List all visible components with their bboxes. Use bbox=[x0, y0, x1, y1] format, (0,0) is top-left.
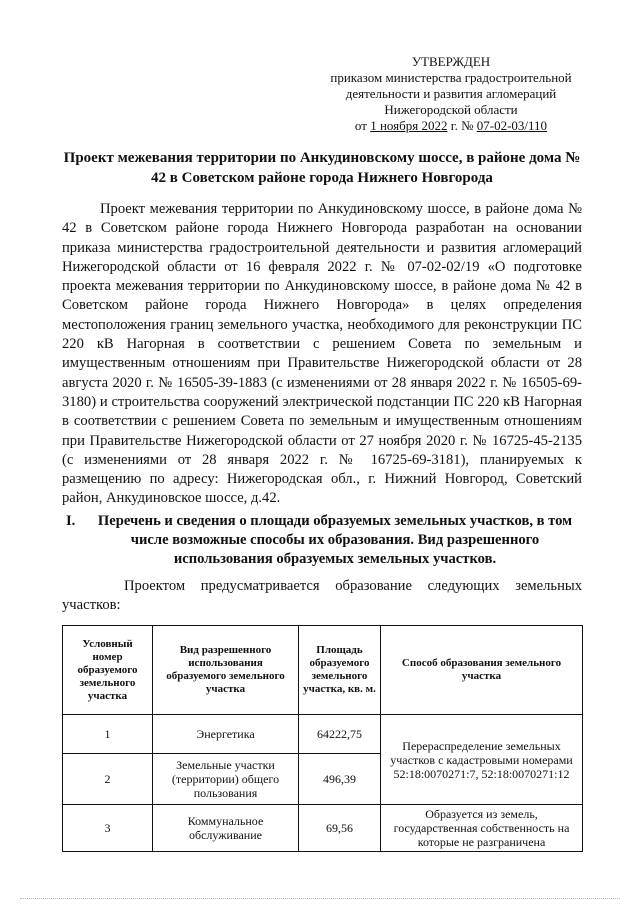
section-number: I. bbox=[66, 513, 76, 529]
cell-use: Энергетика bbox=[153, 715, 299, 754]
cell-number: 2 bbox=[63, 754, 153, 805]
parcels-table bbox=[62, 625, 583, 852]
approval-heading: УТВЕРЖДЕН bbox=[411, 54, 491, 69]
header-cell-number: Условный номер образуемого земельного участка bbox=[63, 626, 153, 715]
cell-method-merged: Перераспределение земельных участков с кадастровыми номерами 52:18:0070271:7, 52:18:0070271:12 bbox=[381, 715, 583, 805]
header-cell-method: Способ образования земельного участка bbox=[381, 626, 583, 715]
table-row bbox=[63, 715, 583, 754]
document-title: Проект межевания территории по Анкудиновскому шоссе, в районе дома № 42 в Советском районе города Нижнего Новгорода bbox=[63, 150, 581, 186]
header-cell-area: Площадь образуемого земельного участка, кв. м. bbox=[299, 626, 381, 715]
approval-date-prefix: от bbox=[354, 118, 367, 133]
approval-date: 1 ноября 2022 bbox=[370, 118, 448, 133]
cell-use: Земельные участки (территории) общего пользования bbox=[153, 754, 299, 805]
cell-area: 64222,75 bbox=[299, 715, 381, 754]
cell-method: Образуется из земель, государственная собственность на которые не разграничена bbox=[381, 805, 583, 852]
section-heading bbox=[62, 512, 582, 569]
table-row bbox=[63, 805, 583, 852]
intro-paragraph: Проект межевания территории по Анкудиновскому шоссе, в районе дома № 42 в Советском районе города Нижнего Новгорода разработан на основании приказа министерства градостроительной деятельности и развития агломераций Нижегородской области от 16 февраля 2022 г. № 07-02-02/19 «О подготовке проекта межевания территории по Анкудиновскому шоссе, в районе дома № 42 в Советском районе города Нижнего Новгорода» в целях определения местоположения границ земельного участка, необходимого для реконструкции ПС 220 кВ Нагорная в соответствии с решением Совета по земельным и имущественным отношениям при Правительстве Нижегородской области от 28 августа 2020 г. № 16505-39-1883 (с изменениями от 28 января 2022 г. № 16505-69-3180) и строительства сооружений электрической подстанции ПС 220 кВ Нагорная в соответствии с решением Совета по земельным и имущественным отношениям при Правительстве Нижегородской области от 27 ноября 2020 г. № 16725-45-2135 (с изменениями от 28 января 2022 г. № 16725-69-3181), планируемых к размещению по адресу: Нижегородская обл., г. Нижний Новгород, Советский район, Анкудиновское шоссе, д.42. bbox=[62, 201, 582, 507]
cell-area: 496,39 bbox=[299, 754, 381, 805]
cell-number: 3 bbox=[63, 805, 153, 852]
cell-area: 69,56 bbox=[299, 805, 381, 852]
approval-date-line bbox=[320, 118, 582, 134]
approval-stamp bbox=[320, 54, 582, 134]
provides-paragraph: Проектом предусматривается образование следующих земельных участков: bbox=[62, 578, 582, 613]
approval-line-2: деятельности и развития агломераций bbox=[345, 86, 557, 101]
page-edge-divider bbox=[20, 898, 620, 900]
approval-number: 07-02-03/110 bbox=[476, 118, 548, 133]
approval-line-1: приказом министерства градостроительной bbox=[330, 70, 572, 85]
approval-date-mid: г. № bbox=[450, 118, 474, 133]
section-heading-text: Перечень и сведения о площади образуемых земельных участков, в том числе возможные способы их образования. Вид разрешенного использования образуемых земельных участков. bbox=[97, 513, 573, 567]
cell-use: Коммунальное обслуживание bbox=[153, 805, 299, 852]
cell-number: 1 bbox=[63, 715, 153, 754]
header-cell-use: Вид разрешенного использования образуемого земельного участка bbox=[153, 626, 299, 715]
approval-line-3: Нижегородской области bbox=[384, 102, 518, 117]
table-header-row bbox=[63, 626, 583, 715]
